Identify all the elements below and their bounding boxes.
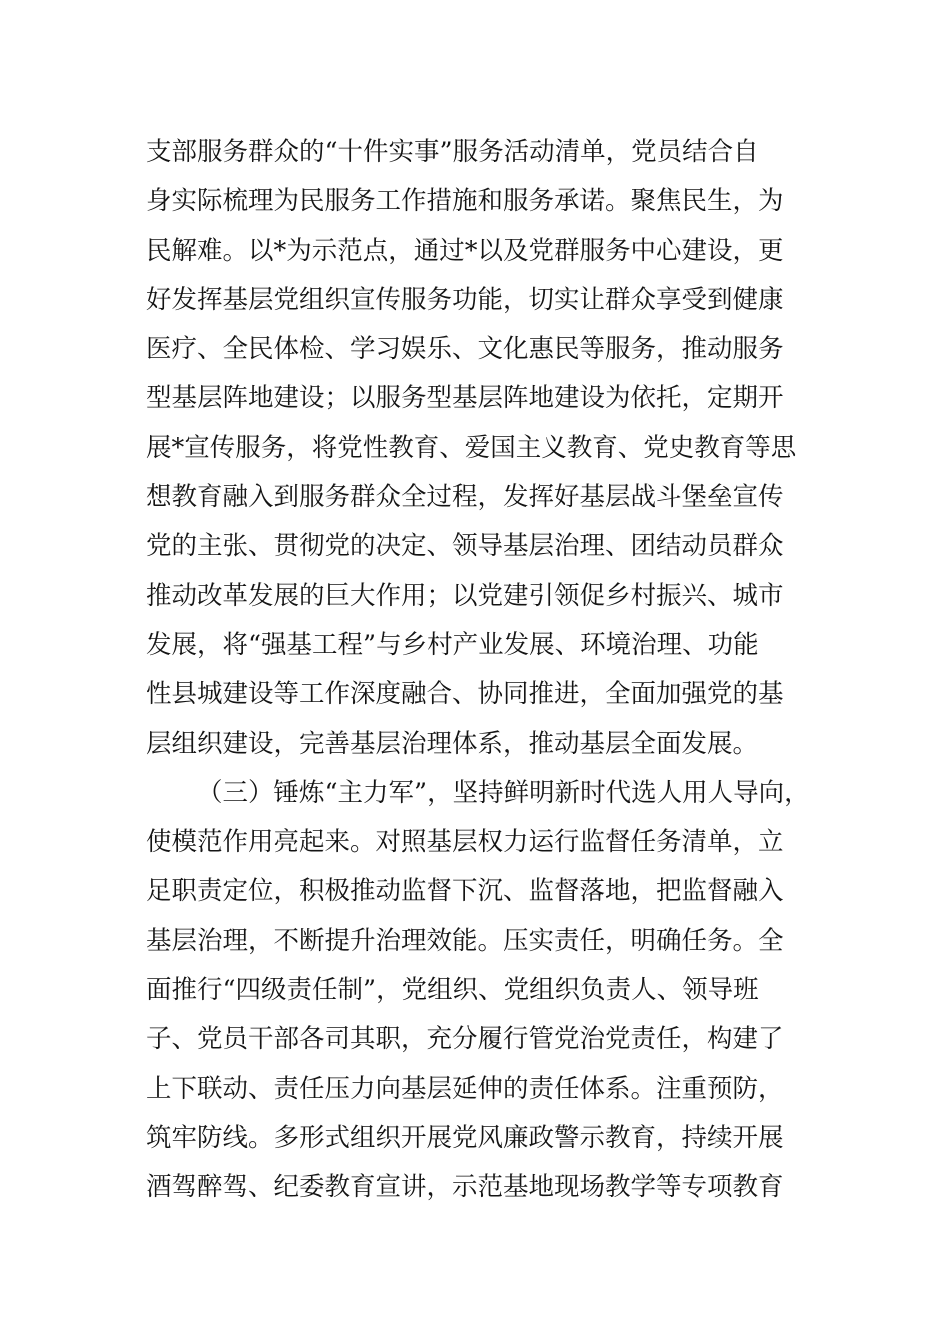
text-line: 展*宣传服务，将党性教育、爱国主义教育、党史教育等思 — [146, 432, 797, 463]
text-line: 身实际梳理为民服务工作措施和服务承诺。聚焦民生，为 — [146, 186, 784, 217]
text-line: 酒驾醉驾、纪委教育宣讲，示范基地现场教学等专项教育 — [146, 1172, 784, 1203]
section-heading-line: （三）锤炼“主力军”，坚持鲜明新时代选人用人导向， — [197, 777, 810, 808]
text-line: 发展，将“强基工程”与乡村产业发展、环境治理、功能 — [146, 629, 759, 660]
text-line: 足职责定位，积极推动监督下沉、监督落地，把监督融入 — [146, 876, 784, 907]
text-line: 支部服务群众的“十件实事”服务活动清单，党员结合自 — [146, 137, 759, 167]
text-line: 筑牢防线。多形式组织开展党风廉政警示教育，持续开展 — [146, 1122, 784, 1153]
text-line: 子、党员干部各司其职，充分履行管党治党责任，构建了 — [146, 1024, 784, 1055]
text-line: 想教育融入到服务群众全过程，发挥好基层战斗堡垒宣传 — [146, 482, 784, 513]
text-line: 党的主张、贯彻党的决定、领导基层治理、团结动员群众 — [146, 531, 784, 562]
text-line: 医疗、全民体检、学习娱乐、文化惠民等服务，推动服务 — [146, 334, 784, 365]
text-line: 好发挥基层党组织宣传服务功能，切实让群众享受到健康 — [146, 284, 784, 315]
text-line: 面推行“四级责任制”，党组织、党组织负责人、领导班 — [146, 975, 759, 1006]
text-line: 上下联动、责任压力向基层延伸的责任体系。注重预防， — [146, 1073, 784, 1104]
text-line: 使模范作用亮起来。对照基层权力运行监督任务清单，立 — [146, 827, 784, 858]
text-line: 层组织建设，完善基层治理体系，推动基层全面发展。 — [146, 728, 759, 759]
text-line: 推动改革发展的巨大作用；以党建引领促乡村振兴、城市 — [146, 580, 784, 611]
text-line: 型基层阵地建设；以服务型基层阵地建设为依托，定期开 — [146, 383, 784, 414]
body-text — [146, 128, 816, 1213]
text-line: 性县城建设等工作深度融合、协同推进，全面加强党的基 — [146, 679, 784, 710]
text-line: 民解难。以*为示范点，通过*以及党群服务中心建设，更 — [146, 235, 784, 266]
text-line: 基层治理，不断提升治理效能。压实责任，明确任务。全 — [146, 925, 784, 956]
